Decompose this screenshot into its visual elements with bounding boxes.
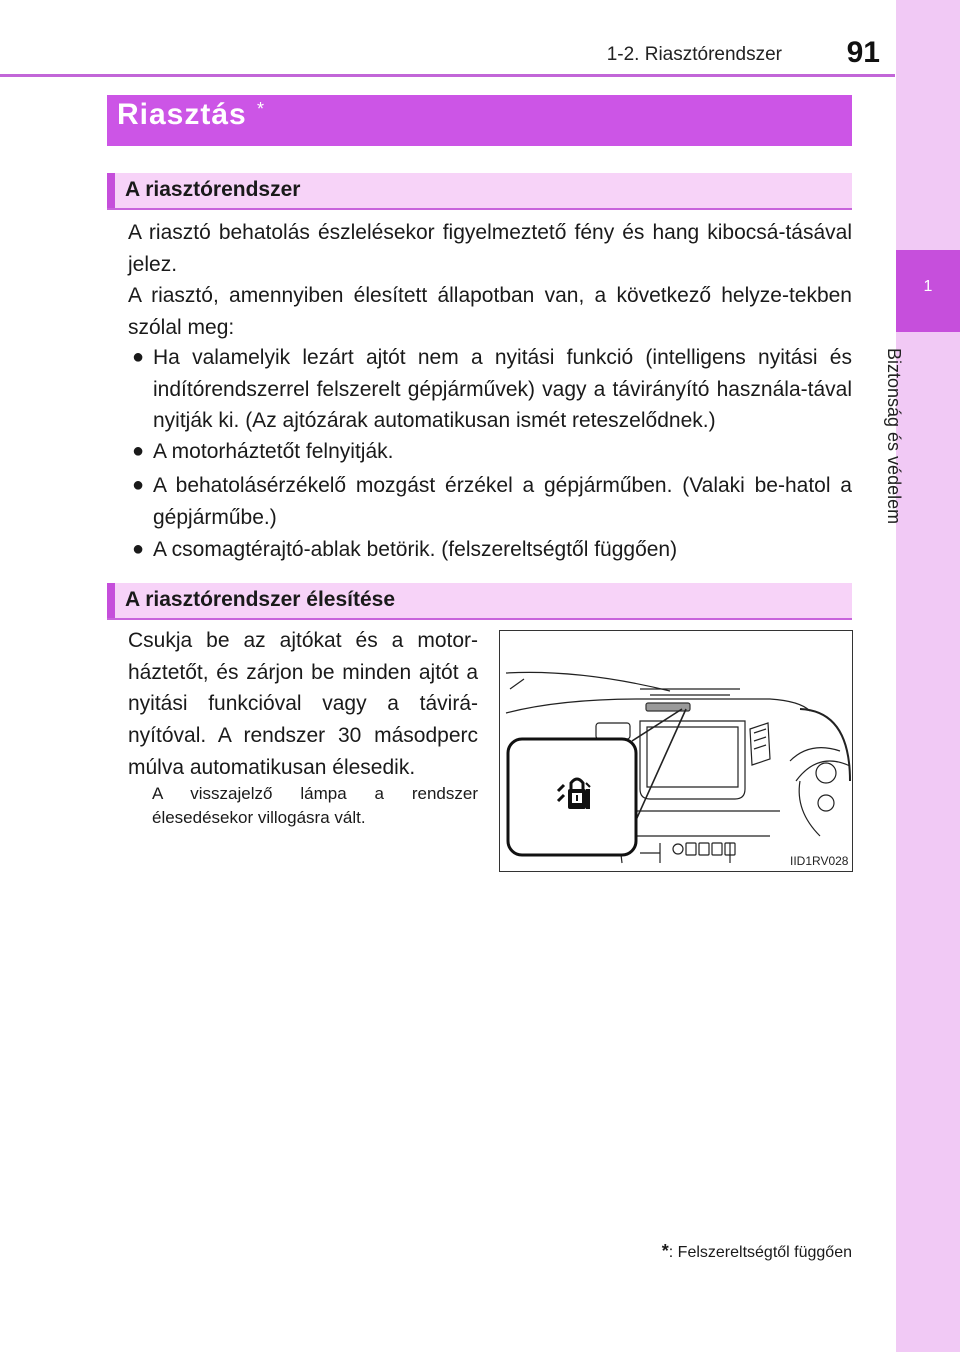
page-title: Riasztás — [117, 98, 247, 131]
chapter-title-vertical — [883, 348, 904, 724]
chapter-title-text: Biztonság és védelem — [884, 348, 904, 525]
title-asterisk: * — [257, 99, 265, 119]
section-heading-bar — [107, 173, 852, 210]
footnote-asterisk: * — [661, 1241, 669, 1261]
bullet-icon: ● — [132, 440, 145, 462]
bullet-icon: ● — [132, 346, 145, 368]
bullet-icon: ● — [132, 538, 145, 560]
dashboard-illustration — [499, 630, 853, 872]
body-paragraph: A riasztó behatolás észlelésekor figyelmeztető fény és hang kibocsá-tásával jelez. — [128, 221, 852, 276]
footnote-text: : Felszereltségtől függően — [668, 1244, 852, 1261]
section-heading-edge — [107, 173, 115, 208]
body-paragraph: A riasztó, amennyiben élesített állapotban van, a következő helyze-tekben szólal meg: — [128, 284, 852, 339]
header-rule — [0, 74, 895, 77]
body-paragraph: Csukja be az ajtókat és a motor-háztetőt, és zárjon be minden ajtót a nyitási funkcióval vagy a távirá-nyítóval. A rendszer 30 másodperc múlva automatikusan élesedik. — [128, 629, 478, 779]
list-item-text: A csomagtérajtó-ablak betörik. (felszereltségtől függően) — [153, 538, 678, 561]
section-heading-bar — [107, 583, 852, 620]
footnote — [638, 1241, 852, 1262]
section-heading: A riasztórendszer élesítése — [125, 588, 396, 611]
chapter-side-strip — [896, 0, 960, 1352]
figure-code: IID1RV028 — [790, 854, 849, 868]
section-heading-edge — [107, 583, 115, 618]
list-item-text: A motorháztetőt felnyitják. — [153, 440, 394, 463]
running-header-section: 1-2. Riasztórendszer — [606, 44, 782, 65]
section-heading: A riasztórendszer — [125, 178, 301, 201]
list-item-text: A behatolásérzékelő mozgást érzékel a gépjárműben. (Valaki be-hatol a gépjárműbe.) — [153, 474, 852, 529]
chapter-number: 1 — [923, 278, 933, 295]
note-text: A visszajelző lámpa a rendszer élesedésekor villogásra vált. — [152, 784, 478, 827]
page-number: 91 — [846, 36, 880, 69]
list-item-text: Ha valamelyik lezárt ajtót nem a nyitási funkció (intelligens nyitási és indítórendszerrel felszerelt gépjárművek) vagy a távirányító használa-tával nyitják ki. (Az ajtózárak automatikusan ismét reteszelődnek.) — [153, 346, 852, 433]
bullet-icon: ● — [132, 474, 145, 496]
dashboard-drawing — [500, 631, 852, 871]
